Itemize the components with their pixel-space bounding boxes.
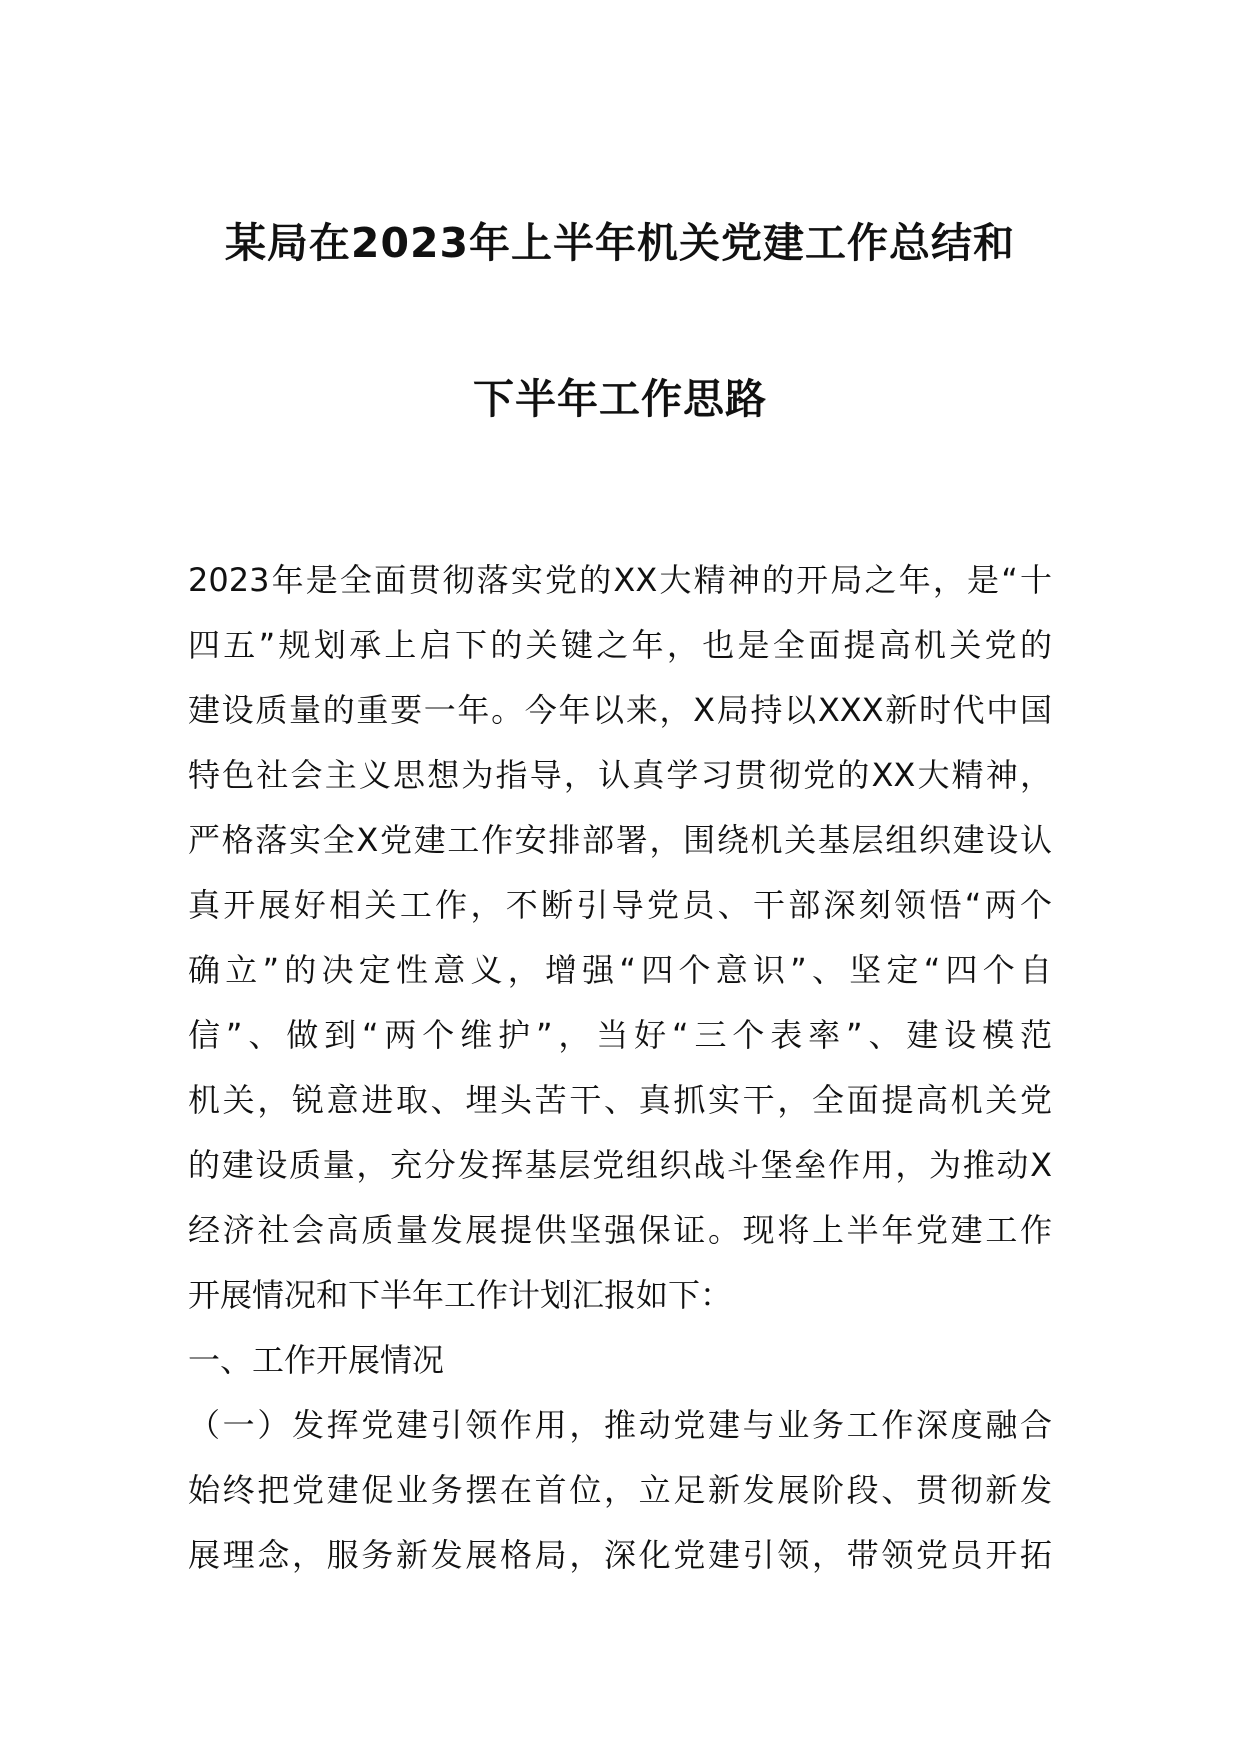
body-line: 开展情况和下半年工作计划汇报如下： xyxy=(188,1276,733,1314)
body-line: 展理念，服务新发展格局，深化党建引领，带领党员开拓 xyxy=(188,1536,1052,1574)
body-line: 四五”规划承上启下的关键之年，也是全面提高机关党的 xyxy=(188,626,1052,664)
body-line: 确立”的决定性意义，增强“四个意识”、坚定“四个自 xyxy=(188,951,1052,989)
document-body xyxy=(188,548,1052,1588)
body-line: 的建设质量，充分发挥基层党组织战斗堡垒作用，为推动X xyxy=(188,1146,1052,1184)
body-line: 经济社会高质量发展提供坚强保证。现将上半年党建工作 xyxy=(188,1211,1052,1249)
section-heading: 一、工作开展情况 xyxy=(188,1341,445,1379)
body-line: 严格落实全X党建工作安排部署，围绕机关基层组织建设认 xyxy=(188,821,1052,859)
body-line: 2023年是全面贯彻落实党的XX大精神的开局之年，是“十 xyxy=(188,561,1052,599)
body-line: 特色社会主义思想为指导，认真学习贯彻党的XX大精神， xyxy=(188,756,1052,794)
body-line: 信”、做到“两个维护”，当好“三个表率”、建设模范 xyxy=(188,1016,1052,1054)
document-title-line-1: 某局在2023年上半年机关党建工作总结和 xyxy=(224,219,1016,267)
body-line: 始终把党建促业务摆在首位，立足新发展阶段、贯彻新发 xyxy=(188,1471,1052,1509)
body-line: 真开展好相关工作，不断引导党员、干部深刻领悟“两个 xyxy=(188,886,1052,924)
document-title-line-2: 下半年工作思路 xyxy=(473,375,767,423)
body-line: 建设质量的重要一年。今年以来，X局持以XXX新时代中国 xyxy=(188,691,1052,729)
subsection-heading: （一）发挥党建引领作用，推动党建与业务工作深度融合 xyxy=(188,1406,1052,1444)
body-line: 机关，锐意进取、埋头苦干、真抓实干，全面提高机关党 xyxy=(188,1081,1052,1119)
